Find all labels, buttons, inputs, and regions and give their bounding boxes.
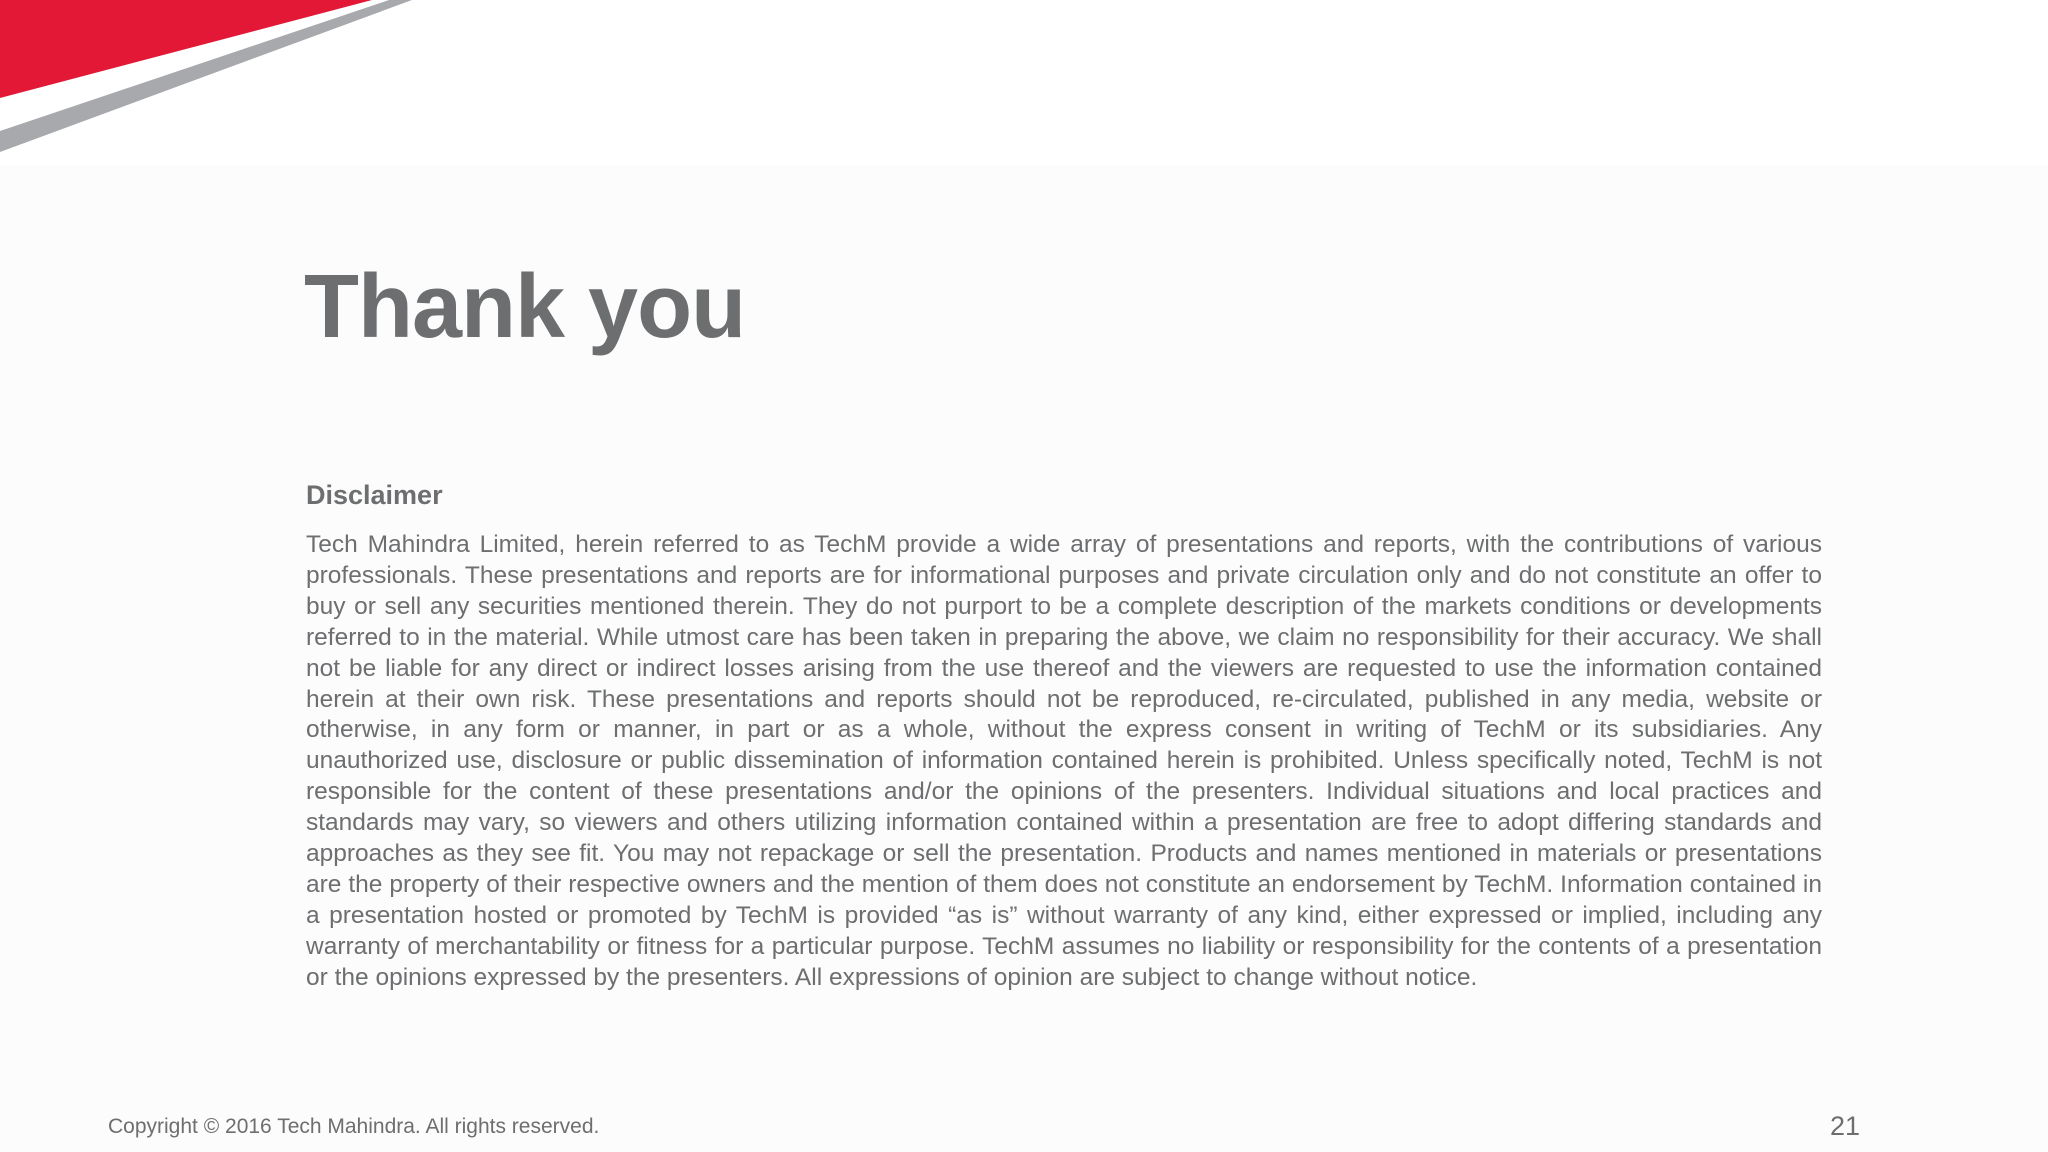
footer-copyright: Copyright © 2016 Tech Mahindra. All rights reserved.: [108, 1115, 600, 1138]
disclaimer-body: Tech Mahindra Limited, herein referred to as TechM provide a wide array of presentations and reports, with the contributions of various professionals. These presentations and reports are for informational purposes and private circulation only and do not constitute an offer to buy or sell any securities mentioned therein. They do not purport to be a complete description of the markets conditions or developments referred to in the material. While utmost care has been taken in preparing the above, we claim no responsibility for their accuracy. We shall not be liable for any direct or indirect losses arising from the use thereof and the viewers are requested to use the information contained herein at their own risk. These presentations and reports should not be reproduced, re-circulated, published in any media, website or otherwise, in any form or manner, in part or as a whole, without the express consent in writing of TechM or its subsidiaries. Any unauthorized use, disclosure or public dissemination of information contained herein is prohibited. Unless specifically noted, TechM is not responsible for the content of these presentations and/or the opinions of the presenters. Individual situations and local practices and standards may vary, so viewers and others utilizing information contained within a presentation are free to adopt differing standards and approaches as they see fit. You may not repackage or sell the presentation. Products and names mentioned in materials or presentations are the property of their respective owners and the mention of them does not constitute an endorsement by TechM. Information contained in a presentation hosted or promoted by TechM is provided “as is” without warranty of any kind, either expressed or implied, including any warranty of merchantability or fitness for a particular purpose. TechM assumes no liability or responsibility for the contents of a presentation or the opinions expressed by the presenters. All expressions of opinion are subject to change without notice.: [306, 531, 1822, 991]
disclaimer-heading: Disclaimer: [306, 480, 443, 510]
page-number: 21: [1829, 1111, 1860, 1141]
slide-title: Thank you: [304, 257, 746, 357]
corner-stripe-graphic: [0, 0, 420, 160]
